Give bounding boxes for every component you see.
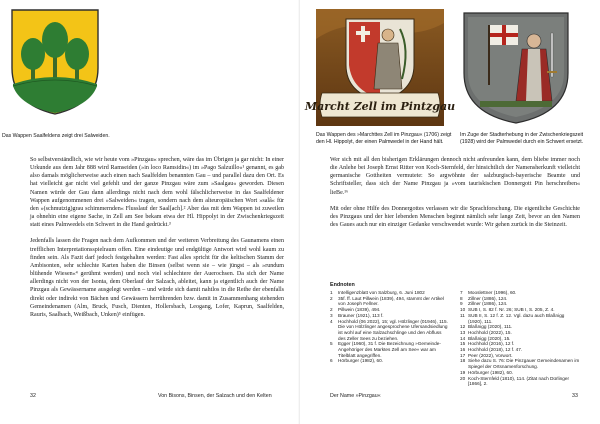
left-body-text (30, 156, 284, 327)
page-number-right: 33 (572, 393, 578, 399)
paragraph: Jedenfalls lassen die Fragen nach dem Aufkommen und der weiteren Verbreitung des Gaunamens einen trefflichen Interpretationsspielraum offen. Eine eindeutige und endgültige Antwort wird wohl kaum zu finden sein. Als Fazit darf jedoch festgehalten werden: Fast alles spricht für die keltischen Stamm der Ambisonten, sehr schlechte Karten haben die Binsen (selbst wenn sie – wie jüngst – als »rundum blühende Wiesen«⁴ gerühmt werden) und noch viel schlechtere der Auerochsen. Da sich der Name allerdings nicht von der Isonta, dem Oberlauf der Salzach, ableitet, kann ja eigentlich auch der Name Pinzgau als Gewässername ausgelegt werden – und würde sich damit nahtlos in die Reihe der ebenfalls direkt oder indirekt von Bächen und Gewässern herrührenden bzw. damit in Zusammenhang stehenden Gemeindenamen (Alm, Bruck, Fusch, Dienten, Hollersbach, Leogang, Lofer, Kaprun, Saalfelden, Rauris, Saalbach, Weißbach, Unken)⁵ einfügen. (30, 238, 284, 318)
endnote-item (330, 296, 448, 307)
endnote-text: Hörburger (1982), 60. (468, 369, 514, 375)
endnote-number: 10 (460, 307, 466, 313)
endnote-item (330, 319, 448, 342)
endnote-number: 11 (460, 312, 465, 318)
figure-caption-zell-1706: Das Wappen des »Marchttes Zell im Pinzgau« (1706) zeigt den Hl. Hippolyt, der einen Palmwedel in der Hand hält. (316, 132, 452, 145)
endnote-text: Blaßnigg (2020), 15. (468, 335, 511, 341)
endnote-number: 2 (330, 307, 333, 313)
saalfelden-coat-of-arms (10, 8, 100, 116)
endnotes-column-2 (460, 290, 580, 387)
zell-coat-of-arms-1706 (304, 9, 456, 126)
endnote-number: 20 (460, 375, 466, 381)
endnote-text: Egger (1960), 31 f. Die Bezeichnung »Gemeinde-Angehöriger des Marktes Zell am See« war am Titelblatt angegriffen. (338, 341, 441, 358)
endnote-text: Mooslettner (1996), 60. (468, 290, 517, 295)
endnote-number: 14 (460, 335, 466, 341)
endnote-text: Hochhold (2016), 12 f. (468, 341, 515, 347)
endnote-number: 3 (330, 312, 333, 318)
endnote-number: 18 (460, 358, 466, 364)
zell-coat-of-arms-1928 (458, 9, 574, 126)
running-head-right: Der Name »Pinzgau« (330, 393, 381, 399)
endnote-text: 35f. ff. Laut Pillwein (1839), 494, stammt der Artikel von Joseph Fellner. (338, 295, 444, 307)
endnote-text: Hochhold (2018), 12 f. 47. (468, 347, 523, 353)
endnote-item (330, 358, 448, 364)
endnote-number: 19 (460, 369, 466, 375)
figure-caption-saalfelden: Das Wappen Saalfeldens zeigt drei Salweiden. (2, 133, 110, 139)
paragraph: Mit oder ohne Hilfe des Donnergottes verlassen wir die Sprachforschung. Die eigentliche Geschichte des Pinzgaus und der hier lebenden Menschen beginnt nämlich sehr lange Zeit, bevor an den Namen des Gaues auch nur ein einziger Gedanke verschwendet wurde: Wir gehen zurück in die Steinzeit. (330, 205, 580, 229)
endnote-number: 17 (460, 352, 466, 358)
endnotes-column-1 (330, 290, 448, 364)
endnotes-heading: Endnoten (330, 282, 355, 288)
running-head-left: Von Bisons, Binsen, der Salzach und den Kelten (158, 393, 272, 399)
endnote-text: SUB I, S. 82 f. Nr. 26; SUB I, S. 205, Z. 4. (468, 307, 555, 313)
endnote-text: SUB II, S. 12 f. Z. 12. Vgl. dazu auch Blaßnigg (1920), 111. (468, 312, 565, 324)
endnote-text: Zillner (1886), 124. (468, 295, 508, 301)
endnote-number: 13 (460, 329, 466, 335)
endnote-number: 7 (460, 290, 463, 295)
endnote-text: Hochhold (2022), 15. (468, 329, 512, 335)
banner-inscription: Marcht Zell im Pintzgau (304, 100, 456, 113)
endnote-number: 4 (330, 318, 333, 324)
endnote-text: Hörburger (1982), 60. (338, 358, 384, 364)
right-body-text (330, 156, 580, 237)
endnote-text: Koch-Sternfeld (1810), 114. (Zitat nach Dürlinger [1866], 2. (468, 375, 570, 387)
page-number-left: 32 (30, 393, 36, 399)
endnote-text: Blaßnigg (2020), 111. (468, 324, 513, 330)
endnote-number: 6 (330, 358, 333, 364)
paragraph: Wer sich mit all den bisherigen Erklärungen dennoch nicht anfreunden kann, dem bliebe immer noch die Anlehe bei Joseph Ernst Ritter von Koch-Sternfeld, der hinsichtlich der Namensherkunft vielleicht germanische Gottheiten vermutete: So argwöhnte der salzburgisch-bayerische Beamte und Schriftsteller, dass sich der Name Pinzgau ja »vom tauriskischen Donnergott Pin herschreiben« lieBe.¹⁶ (330, 157, 580, 196)
endnote-item (460, 358, 580, 369)
endnote-item (460, 376, 580, 387)
endnote-number: 5 (330, 341, 333, 347)
paragraph: So selbstverständlich, wie wir heute vom »Pinzgau« sprechen, wäre das im Übrigen ja gar nicht: In einer Urkunde aus dem Jahr 888 wird Ramseiden (»in loco Ramsidin«) im »Pago Salzuillo«¹ genannt, es gab also damals möglicherweise auch einen nach Saalfelden benannten Gau – und parallel dazu den Ort. Es hat vielleicht gar nicht viel gefehlt und der ganze Pinzgau wäre zum »Saalgau« geworden. Diesen Namen würde der Gau dann allerdings nicht nach dem wohl fälschlicherweise in das Saalfeldener Wappen aufgenommenen drei »Salweiden« tragen, sondern nach dem alteuropäischen Wort »salâ« für den »(schmutzig)grau schimmernden« Flusslauf der Saal[ach].² Aber das mit dem Wappen ist zuweilen ja ohnehin eine eigene Sache, in Zell am See bekam etwa der Hl. Hippolyt in der Zwischenkriegszeit statt eines Palmwedels ein Schwert in die Hand gedrückt.³ (30, 157, 284, 229)
endnote-text: Brauner (1921), 113 f. (338, 312, 384, 318)
endnote-item (330, 341, 448, 358)
endnote-text: Siehe dazu S. 76: Die Pinzgauer Gemeindenamen im Spiegel der Ortsnamenforschung. (468, 358, 580, 370)
endnote-text: Intelligenzblatt von Salzburg, 6. Juni 1802 (338, 290, 425, 295)
endnote-text: Zillner (1886), 124. (468, 301, 508, 307)
endnote-number: 9 (460, 301, 463, 307)
endnote-text: Peer (2022), Vorwort. (468, 352, 513, 358)
endnote-number: 2 (330, 295, 333, 301)
endnote-number: 15 (460, 341, 466, 347)
right-page (300, 0, 600, 424)
endnote-text: Pillwein (1839), 494. (338, 307, 381, 313)
endnote-item (460, 313, 580, 324)
endnote-number: 8 (460, 295, 463, 301)
endnote-number: 1 (330, 290, 333, 295)
endnote-text: Hochhold (06 2022), 15; vgl. Hölzlinger (01946), 115. Die von Hölzlinger angesprochene Ufersandsiedlung ist wohl auf eine Salzachschlinge und den Abfluss des Zeller Sees zu beziehen. (338, 318, 448, 341)
endnote-number: 16 (460, 347, 466, 353)
figure-caption-zell-1928: Im Zuge der Stadterhebung in der Zwischenkriegszeit (1928) wird der Palmwedel durch ein Schwert ersetzt. (460, 132, 584, 145)
endnote-number: 12 (460, 324, 466, 330)
